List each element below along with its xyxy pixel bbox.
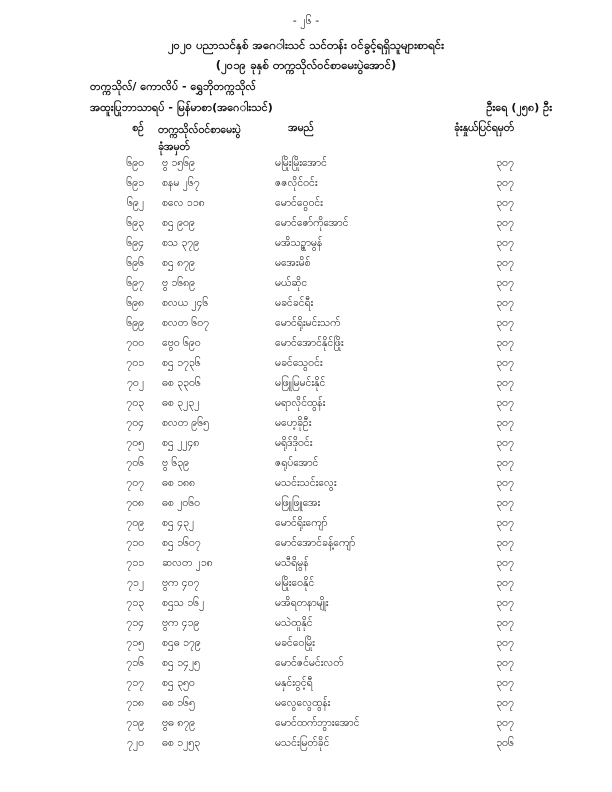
roll-number-cell: ဓစ ၁၆၅ (162, 697, 195, 709)
roll-number-cell: စဌ ၁၇၃၆ (162, 357, 201, 369)
code-cell: ၃၀၇ (496, 217, 514, 229)
student-name-cell: မသင်းမြတ်ခိုင် (275, 737, 330, 749)
student-name-cell: မလွေလွေထွန်း (275, 697, 331, 709)
serial-number-cell: ၇၀၅ (126, 437, 144, 449)
roll-number-cell: ဓစ ၁၂၅၃ (162, 737, 201, 749)
table-row (0, 153, 612, 173)
code-cell: ၃၀၇ (496, 597, 514, 609)
table-body (0, 153, 612, 753)
code-cell: ၃၀၇ (496, 697, 514, 709)
roll-number-cell: ဓစ ၃၂၃၂ (162, 397, 200, 409)
serial-number-cell: ၇၀၂ (127, 377, 144, 389)
roll-number-cell: စလယ ၂၄၆ (162, 297, 209, 309)
table-row (0, 513, 612, 533)
document-subtitle: (၂၀၁၉ ခုနှစ် တက္ကသိုလ်ဝင်စာမေးပွဲအောင်) (215, 58, 397, 72)
serial-number-cell: ၇၀၈ (126, 497, 144, 509)
header-roll-number (158, 122, 241, 156)
student-name-cell: မောင်ဝွေဝင်း (275, 197, 323, 209)
student-name-cell: မောင်ဇင်မင်းလတ် (275, 657, 344, 669)
serial-number-cell: ၆၉၇ (126, 277, 144, 289)
table-row (0, 353, 612, 373)
roll-number-cell: ဗွ ၁၅၆၉ (162, 157, 195, 169)
header-code: ခုံးနှုယ်ပြင်ရမှတ် (454, 122, 515, 134)
table-row (0, 213, 612, 233)
student-name-cell: မအိသဥ္စာမွန် (275, 237, 323, 249)
major-subject-line: အထူးပြုဘာသာရပ် - မြန်မာစာ(အဂေ‌ါးသင်) (90, 101, 273, 114)
roll-number-cell: ဆလတ ၂၁၈ (162, 557, 213, 569)
serial-number-cell: ၇၁၅ (126, 637, 144, 649)
roll-number-cell: စနမ ၂၆၇ (162, 177, 200, 189)
roll-number-cell: ဓစ ၁၈၈ (162, 477, 196, 489)
student-name-cell: မအေးမိစ် (275, 257, 311, 269)
code-cell: ၃၀၇ (496, 237, 514, 249)
serial-number-cell: ၆၉၉ (126, 317, 144, 329)
table-row (0, 713, 612, 733)
code-cell: ၃၀၇ (496, 437, 514, 449)
student-name-cell: ဇရုပ်အောင် (275, 457, 319, 469)
student-name-cell: မဟေ့ခိုဦး (275, 417, 312, 429)
roll-number-cell: ဗွဓ ၈၇၉ (162, 717, 196, 729)
serial-number-cell: ၇၁၀ (126, 537, 144, 549)
table-row (0, 413, 612, 433)
roll-number-cell: စဌ ၃၅၀ (162, 677, 195, 689)
table-row (0, 653, 612, 673)
code-cell: ၃၀၇ (496, 337, 514, 349)
serial-number-cell: ၇၀၄ (126, 417, 144, 429)
roll-number-cell: စဌ ၂၂၄၈ (162, 437, 200, 449)
total-count: ဦးရေ (၂၅၈) ဦး (486, 101, 552, 114)
roll-number-cell: စဌဓ ၁၇၉ (162, 637, 201, 649)
roll-number-cell: ဗွက ၄၁၉ (162, 617, 200, 629)
table-row (0, 313, 612, 333)
table-row (0, 193, 612, 213)
student-name-cell: မမြိုးမြိုးအောင် (275, 157, 327, 169)
table-row (0, 393, 612, 413)
student-name-cell: မောင်အောင်ခန့်ကျော် (275, 537, 356, 549)
table-row (0, 613, 612, 633)
table-row (0, 573, 612, 593)
table-row (0, 533, 612, 553)
roll-number-cell: စဌသ ၁၆၂ (162, 597, 205, 609)
table-row (0, 253, 612, 273)
table-row (0, 433, 612, 453)
student-name-cell: မသဲထူနိုင် (275, 617, 313, 629)
university-line: တက္ကသိုလ်/ ကောလိပ် - ရွှေဘိုတက္ကသိုလ် (90, 80, 256, 93)
roll-number-cell: ဓစ ၂၀၆၀ (162, 497, 201, 509)
table-row (0, 333, 612, 353)
code-cell: ၃၀၇ (496, 677, 514, 689)
code-cell: ၃၀၇ (496, 177, 514, 189)
student-name-cell: မဖြူမြမင်းနိုင် (275, 377, 326, 389)
student-name-cell: မောင်ရိုးမင်းသက် (275, 317, 341, 329)
code-cell: ၃၀၇ (496, 477, 514, 489)
code-cell: ၃၀၇ (496, 157, 514, 169)
roll-number-cell: ဗွ ၁၆၈၉ (162, 277, 196, 289)
header-roll-line2: ခုံအမှတ် (158, 141, 190, 153)
student-name-cell: မသင်းသင်းလွေး (275, 477, 337, 489)
serial-number-cell: ၇၁၂ (127, 577, 144, 589)
roll-number-cell: စသ ၃၇၉ (162, 237, 200, 249)
serial-number-cell: ၆၉၃ (126, 217, 144, 229)
table-row (0, 453, 612, 473)
table-row (0, 633, 612, 653)
table-row (0, 693, 612, 713)
roll-number-cell: ဗွေ၀ ၆၉၀ (162, 337, 201, 349)
serial-number-cell: ၇၂၀ (127, 737, 144, 749)
student-name-cell: မဖြူဖြူအေး (275, 497, 321, 509)
code-cell: ၃၀၇ (496, 357, 514, 369)
student-name-cell: မောင်ဇော်ကိုအောင် (275, 217, 349, 229)
roll-number-cell: ဗွ ၆၃၉ (162, 457, 190, 469)
student-name-cell: မနှင်းဝွင့်ရီ (275, 677, 313, 689)
student-name-cell: မအိရတနာမျိုး (275, 597, 329, 609)
roll-number-cell: စဌ ၁၆၀၇ (162, 537, 201, 549)
document-title: ၂၀၂၀ ပညာသင်နှစ် အဂေ‌ါးသင် သင်တန်း ဝင်ခွင့်ရရှိသူများစာရင်း (167, 38, 445, 52)
table-row (0, 373, 612, 393)
roll-number-cell: ဗွက ၄၀၇ (162, 577, 200, 589)
code-cell: ၃၀၇ (496, 417, 514, 429)
student-name-cell: မခင်ဝေမြိုး (275, 637, 315, 649)
serial-number-cell: ၆၉၀ (126, 157, 144, 169)
code-cell: ၃၀၇ (496, 297, 514, 309)
code-cell: ၃၀၇ (496, 637, 514, 649)
student-name-cell: ဇဇလိုင်ဝင်း (275, 177, 318, 189)
serial-number-cell: ၆၉၄ (126, 237, 144, 249)
code-cell: ၃၀၇ (496, 577, 514, 589)
table-row (0, 493, 612, 513)
code-cell: ၃၀၇ (496, 257, 514, 269)
roll-number-cell: စဌ ၁၄၂၅ (162, 657, 200, 669)
code-cell: ၃၀၇ (496, 197, 514, 209)
student-name-cell: မောင်ရိုးကျော် (275, 517, 328, 529)
serial-number-cell: ၇၁၁ (126, 557, 144, 569)
header-name: အမည် (288, 122, 314, 134)
serial-number-cell: ၇၀၆ (126, 457, 144, 469)
table-row (0, 233, 612, 253)
student-name-cell: မရိုဒ်ဒိုဝင်း (275, 437, 313, 449)
code-cell: ၃၀၇ (496, 657, 514, 669)
serial-number-cell: ၆၉၂ (127, 197, 144, 209)
table-row (0, 593, 612, 613)
roll-number-cell: စဌ ၄၃၂ (162, 517, 195, 529)
serial-number-cell: ၇၁၃ (126, 597, 144, 609)
table-header (0, 122, 612, 154)
serial-number-cell: ၇၀၇ (126, 477, 144, 489)
header-roll-line1: တက္ကသိုလ်ဝင်စာမေးပွဲ (158, 124, 241, 136)
student-name-cell: မမြိုးဝေနိုင် (275, 577, 315, 589)
serial-number-cell: ၇၀၁ (126, 357, 144, 369)
serial-number-cell: ၇၀၃ (126, 397, 144, 409)
code-cell: ၃၀၇ (496, 617, 514, 629)
roll-number-cell: စလေ ၁၁၈ (162, 197, 205, 209)
serial-number-cell: ၇၁၈ (126, 697, 144, 709)
roll-number-cell: စဌ ၈၇၉ (162, 257, 195, 269)
roll-number-cell: စလတ ၉၆၅ (162, 417, 210, 429)
serial-number-cell: ၆၉၆ (126, 257, 144, 269)
code-cell: ၃၀၇ (496, 517, 514, 529)
serial-number-cell: ၇၀၀ (126, 337, 144, 349)
student-name-cell: မယ်ဆိုင (275, 277, 308, 289)
student-name-cell: မရာလိုင်ထွန်း (275, 397, 326, 409)
code-cell: ၃၀၇ (496, 497, 514, 509)
table-row (0, 173, 612, 193)
header-serial-number: စဉ် (132, 122, 144, 134)
serial-number-cell: ၇၁၄ (126, 617, 144, 629)
student-name-cell: မခင်ခင်ရီး (275, 297, 314, 309)
table-row (0, 673, 612, 693)
code-cell: ၃၀၇ (496, 457, 514, 469)
table-row (0, 473, 612, 493)
student-name-cell: မောင်အောင်နိုင်ဖြိုး (275, 337, 344, 349)
table-row (0, 733, 612, 753)
code-cell: ၃၀၇ (496, 557, 514, 569)
table-row (0, 293, 612, 313)
serial-number-cell: ၇၁၇ (126, 677, 144, 689)
code-cell: ၃၀၇ (496, 317, 514, 329)
code-cell: ၃၀၇ (496, 377, 514, 389)
student-name-cell: မောင်ထက်ဘွားအောင် (275, 717, 360, 729)
table-row (0, 273, 612, 293)
student-name-cell: မခင်သွေဝင်း (275, 357, 323, 369)
serial-number-cell: ၇၀၉ (126, 517, 144, 529)
roll-number-cell: စလတ ၆၀၇ (162, 317, 210, 329)
code-cell: ၃၀၇ (496, 537, 514, 549)
roll-number-cell: စဌ ၉၀၉ (162, 217, 195, 229)
code-cell: ၃၀၆ (496, 737, 514, 749)
roll-number-cell: ဓစ ၃၃၀၆ (162, 377, 201, 389)
serial-number-cell: ၆၉၁ (126, 177, 144, 189)
serial-number-cell: ၇၁၆ (126, 657, 144, 669)
code-cell: ၃၀၇ (496, 397, 514, 409)
page-number: - ၂၆ - (292, 14, 320, 27)
serial-number-cell: ၆၉၈ (126, 297, 144, 309)
code-cell: ၃၀၇ (496, 277, 514, 289)
code-cell: ၃၀၇ (496, 717, 514, 729)
student-name-cell: မသီရိမွန် (275, 557, 309, 569)
serial-number-cell: ၇၁၉ (126, 717, 144, 729)
table-row (0, 553, 612, 573)
